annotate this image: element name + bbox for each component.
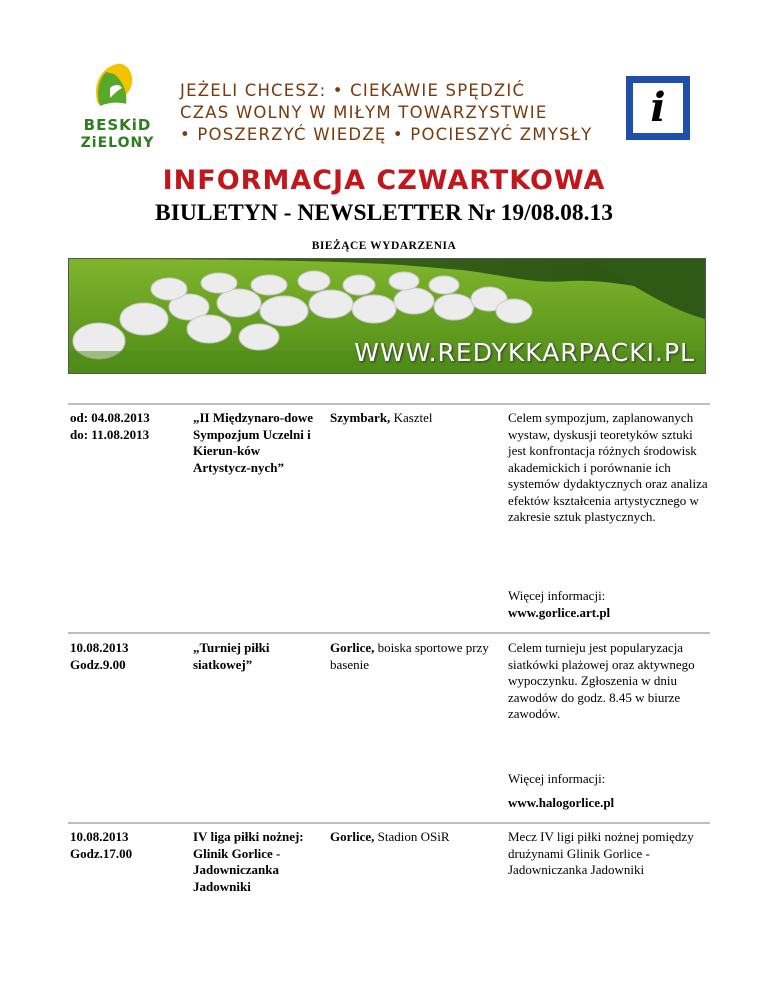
event-place-venue: Stadion OSiR <box>374 829 450 844</box>
event-more-info <box>508 588 713 621</box>
event-description: Celem sympozjum, zaplanowanych wystaw, dyskusji teoretyków sztuki jest konfrontacja różnych środowisk akademickich i porównanie ich systemów dydaktycznych oraz analiza efektów kształcenia artystycznego w zakresie sztuk plastycznych. <box>508 410 708 524</box>
table-divider-top <box>68 403 710 405</box>
table-divider-1 <box>68 632 710 634</box>
event-description: Celem turnieju jest popularyzacja siatkówki plażowej oraz aktywnego wypoczynku. Zgłoszenia w dniu zawodów do godz. 8.45 w biurze zawodów. <box>508 640 695 721</box>
event-place-city: Gorlice, <box>330 829 375 844</box>
slogan-line-1: JEŻELI CHCESZ: • CIEKAWIE SPĘDZIĆ <box>180 81 526 100</box>
event-place-venue: boiska sportowe przy basenie <box>330 640 489 672</box>
event-place <box>330 410 500 427</box>
event-date-time: Godz.9.00 <box>70 656 126 672</box>
info-icon <box>626 76 690 140</box>
event-date <box>70 829 180 862</box>
slogan <box>180 80 610 146</box>
more-info-label: Więcej informacji: <box>508 588 606 603</box>
event-date <box>70 410 180 443</box>
event-date-day: 10.08.2013 <box>70 640 129 655</box>
more-info-link[interactable]: www.gorlice.art.pl <box>508 604 611 620</box>
page-title: INFORMACJA CZWARTKOWA <box>162 165 606 196</box>
logo-line-1: BESKiD <box>83 116 152 134</box>
logo-text <box>70 116 165 152</box>
event-date-day: 10.08.2013 <box>70 829 129 844</box>
table-divider-2 <box>68 822 710 824</box>
redyk-banner[interactable] <box>68 258 706 374</box>
beskid-zielony-logo <box>70 58 165 158</box>
event-place-city: Szymbark, <box>330 410 391 425</box>
event-place-city: Gorlice, <box>330 640 375 655</box>
more-info-link[interactable]: www.halogorlice.pl <box>508 795 615 810</box>
slogan-line-3: • POSZERZYĆ WIEDZĘ • POCIESZYĆ ZMYSŁY <box>180 125 593 144</box>
event-more-info <box>508 767 713 815</box>
logo-line-2: ZiELONY <box>80 135 155 151</box>
event-place <box>330 640 500 673</box>
banner-url-text: WWW.REDYKKARPACKI.PL <box>354 338 695 367</box>
leaf-logo-icon <box>70 58 165 118</box>
event-date-start: od: 04.08.2013 <box>70 410 150 425</box>
section-heading: BIEŻĄCE WYDARZENIA <box>311 240 457 252</box>
event-description: Mecz IV ligi piłki nożnej pomiędzy drużynami Glinik Gorlice - Jadowniczanka Jadowniki <box>508 829 694 877</box>
info-glyph: i <box>633 83 683 133</box>
event-date <box>70 640 180 673</box>
event-title: „II Międzynaro-dowe Sympozjum Uczelni i Kierun-ków Artystycz-nych” <box>193 410 314 475</box>
slogan-line-2: CZAS WOLNY W MIŁYM TOWARZYSTWIE <box>180 103 548 122</box>
event-title: „Turniej piłki siatkowej” <box>193 640 270 672</box>
header <box>0 0 768 170</box>
event-place-venue: Kasztel <box>390 410 433 425</box>
bulletin-title: BIULETYN - NEWSLETTER Nr 19/08.08.13 <box>155 200 613 226</box>
more-info-label: Więcej informacji: <box>508 771 606 786</box>
event-place <box>330 829 500 846</box>
event-date-time: Godz.17.00 <box>70 845 133 861</box>
event-title: IV liga piłki nożnej: Glinik Gorlice - Jadowniczanka Jadowniki <box>193 829 304 894</box>
event-date-end: do: 11.08.2013 <box>70 426 150 442</box>
